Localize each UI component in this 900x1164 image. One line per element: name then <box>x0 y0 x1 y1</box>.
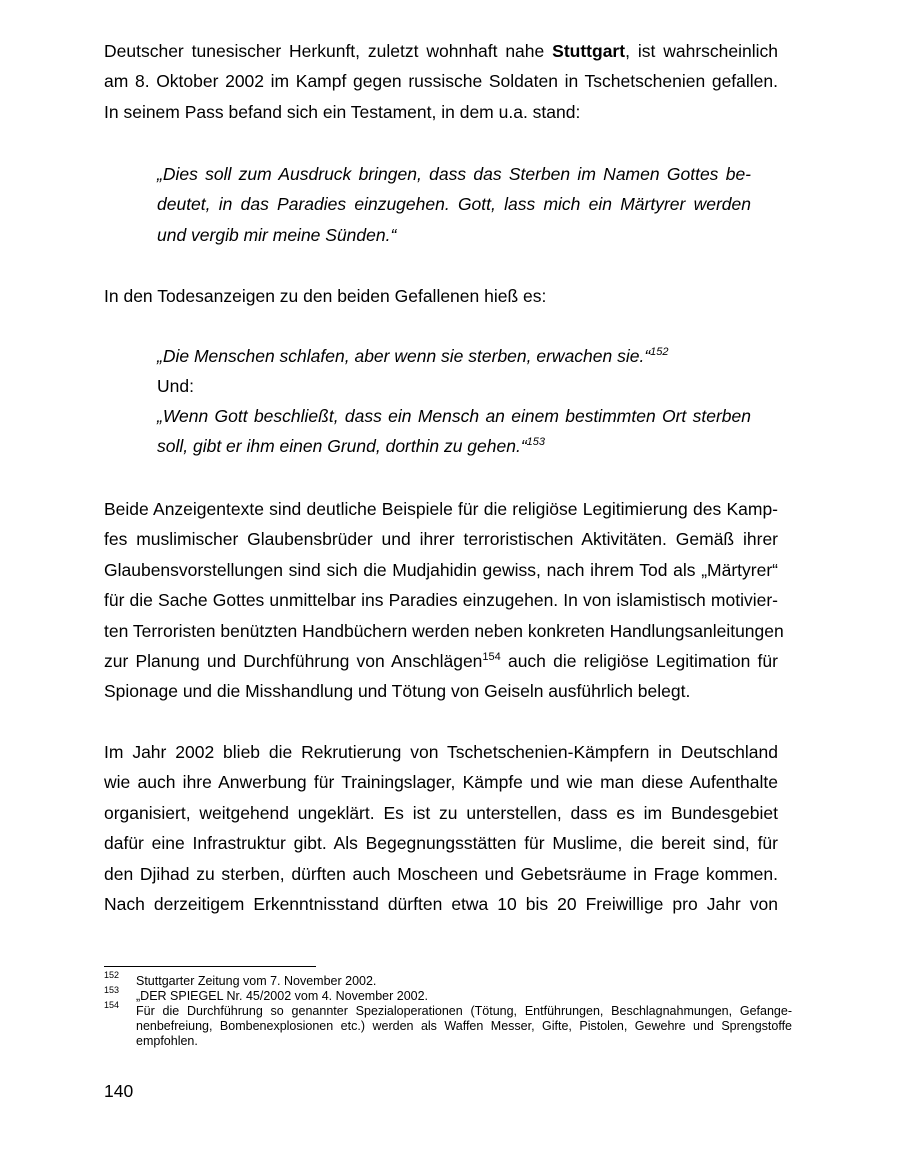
text-run: zur Planung und Durchführung von Anschlägen <box>104 651 483 671</box>
body-line <box>104 651 778 671</box>
body-line: ten Terroristen benützten Handbüchern werden neben konkreten Handlungsanleitungen <box>104 621 784 641</box>
quote-text: „Die Menschen schlafen, aber wenn sie sterben, erwachen sie.“ <box>157 346 651 366</box>
body-line: organisiert, weitgehend ungeklärt. Es ist zu unterstellen, dass es im Bundesgebiet <box>104 803 778 823</box>
footnote-text: nenbefreiung, Bombenexplosionen etc.) werden als Waffen Messer, Gifte, Pistolen, Gewehre und Sprengstoffe <box>136 1019 792 1033</box>
quote-line <box>157 436 545 456</box>
body-line: In seinem Pass befand sich ein Testament, in dem u.a. stand: <box>104 102 581 122</box>
quote-text: soll, gibt er ihm einen Grund, dorthin zu gehen.“ <box>157 436 527 456</box>
footnote-separator <box>104 966 316 967</box>
body-line: In den Todesanzeigen zu den beiden Gefallenen hieß es: <box>104 286 547 306</box>
text-run: auch die religiöse Legitimation für <box>500 651 778 671</box>
body-line: Glaubensvorstellungen sind sich die Mudjahidin gewiss, nach ihrem Tod als „Märtyrer“ <box>104 560 778 580</box>
text-run: , ist wahrscheinlich <box>625 41 778 61</box>
footnote-text: Für die Durchführung so genannter Spezialoperationen (Tötung, Entführungen, Beschlagnahmungen, Gefange- <box>136 1004 792 1018</box>
quote-line: deutet, in das Paradies einzugehen. Gott, lass mich ein Märtyrer werden <box>157 194 751 214</box>
page-number: 140 <box>104 1081 134 1101</box>
quote-line: „Dies soll zum Ausdruck bringen, dass das Sterben im Namen Gottes be- <box>157 164 751 184</box>
footnote-number: 152 <box>104 970 120 980</box>
footnote-text: empfohlen. <box>136 1034 198 1048</box>
footnote-ref: 152 <box>650 346 669 358</box>
body-line: Beide Anzeigentexte sind deutliche Beispiele für die religiöse Legitimierung des Kamp- <box>104 499 778 519</box>
body-line: fes muslimischer Glaubensbrüder und ihrer terroristischen Aktivitäten. Gemäß ihrer <box>104 529 778 549</box>
body-line: wie auch ihre Anwerbung für Trainingslager, Kämpfe und wie man diese Aufenthalte <box>104 772 778 792</box>
footnote-text: Stuttgarter Zeitung vom 7. November 2002. <box>136 974 377 988</box>
body-line: Nach derzeitigem Erkenntnisstand dürften etwa 10 bis 20 Freiwillige pro Jahr von <box>104 894 778 914</box>
body-line: den Djihad zu sterben, dürften auch Moscheen und Gebetsräume in Frage kommen. <box>104 864 778 884</box>
footnote-ref: 153 <box>526 436 546 448</box>
body-line: am 8. Oktober 2002 im Kampf gegen russische Soldaten in Tschetschenien gefallen. <box>104 71 778 91</box>
quote-line: „Wenn Gott beschließt, dass ein Mensch an einem bestimmten Ort sterben <box>157 406 751 426</box>
body-line: dafür eine Infrastruktur gibt. Als Begegnungsstätten für Muslime, die bereit sind, für <box>104 833 778 853</box>
body-line: Im Jahr 2002 blieb die Rekrutierung von Tschetschenien-Kämpfern in Deutschland <box>104 742 778 762</box>
footnote-ref: 154 <box>482 651 501 663</box>
quote-line <box>157 346 669 366</box>
body-line: für die Sache Gottes unmittelbar ins Paradies einzugehen. In von islamistisch motivier- <box>104 590 778 610</box>
body-line <box>104 41 778 61</box>
body-line: Spionage und die Misshandlung und Tötung von Geiseln ausführlich belegt. <box>104 681 691 701</box>
quote-connector: Und: <box>157 376 194 396</box>
text-run: Deutscher tunesischer Herkunft, zuletzt wohnhaft nahe <box>104 41 545 61</box>
footnote-number: 154 <box>104 1000 120 1010</box>
quote-line: und vergib mir meine Sünden.“ <box>157 225 397 245</box>
bold-place-name: Stuttgart <box>552 41 626 61</box>
footnote-number: 153 <box>104 985 120 995</box>
footnote-text: „DER SPIEGEL Nr. 45/2002 vom 4. November 2002. <box>136 989 429 1003</box>
